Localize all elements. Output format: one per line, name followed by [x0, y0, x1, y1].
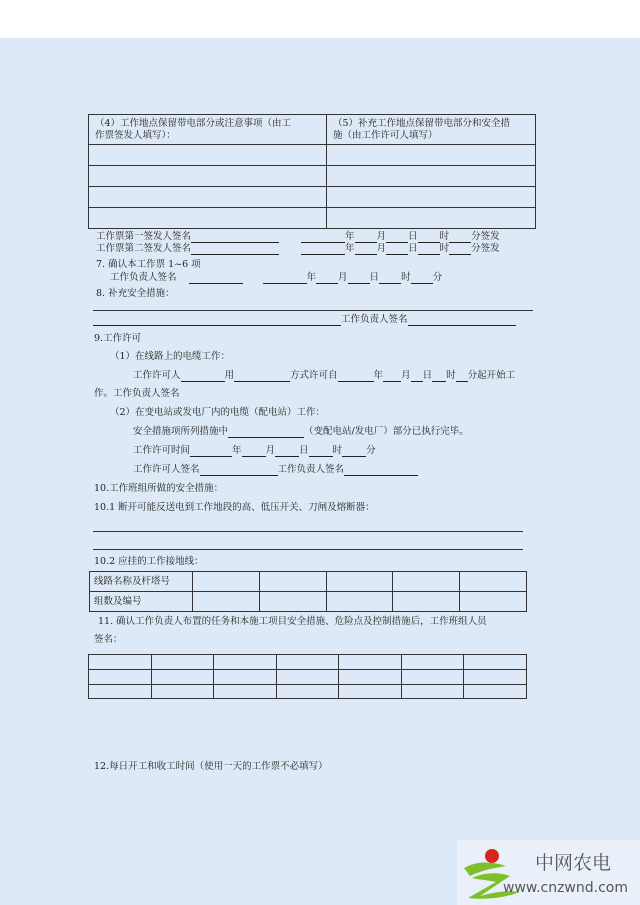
sec5-cell[interactable] [327, 145, 536, 166]
item12: 12.每日开工和收工时间（使用一天的工作票不必填写） [94, 761, 328, 772]
ground-cell[interactable] [193, 572, 260, 592]
ground-cell[interactable] [460, 572, 527, 592]
item7-hour-field[interactable] [379, 272, 401, 284]
ground-cell[interactable] [460, 592, 527, 612]
item7-min-field[interactable] [411, 272, 433, 284]
crew-sign-cell[interactable] [339, 655, 402, 670]
item8-sign-label: 工作负责人签名 [341, 314, 408, 325]
crew-sign-cell[interactable] [151, 685, 214, 699]
item7-sign-field[interactable] [189, 272, 243, 284]
month-label: 月 [376, 231, 387, 242]
crew-sign-cell[interactable] [276, 670, 339, 685]
permit-sign-label: 工作许可人签名 [133, 464, 200, 475]
sign2-hour-field[interactable] [418, 243, 440, 255]
sec4-header-text2: 作票签发人填写）： [95, 129, 176, 141]
permit-hour-field[interactable] [309, 445, 333, 457]
item8-line[interactable] [93, 310, 533, 311]
use-label: 用 [224, 370, 235, 381]
item7: 7. 确认本工作票 1~6 项 [96, 259, 201, 270]
crew-sign-cell[interactable] [401, 685, 464, 699]
ground-row1-label: 线路名称及杆塔号 [90, 572, 193, 592]
crew-sign-cell[interactable] [89, 670, 152, 685]
crew-sign-cell[interactable] [214, 685, 277, 699]
measures-label: 安全措施项所列措施中 [133, 426, 229, 437]
item10: 10.工作班组所做的安全措施： [94, 483, 224, 494]
crew-sign-cell[interactable] [339, 670, 402, 685]
watermark-url: www.cnzwnd.com [503, 880, 628, 896]
sign1-min-field[interactable] [449, 231, 471, 243]
sign2-day-field[interactable] [386, 243, 408, 255]
year-label: 年 [345, 231, 355, 242]
leader-sign-field[interactable] [344, 464, 418, 476]
item7-year-field[interactable] [263, 272, 307, 284]
item7-month-field[interactable] [316, 272, 338, 284]
watermark-name: 中网农电 [535, 852, 612, 874]
sec4-cell[interactable] [89, 187, 327, 208]
item8-line2[interactable] [93, 314, 341, 326]
day-label: 日 [408, 231, 418, 242]
mode-label: 方式许可自 [290, 370, 338, 381]
sec4-cell[interactable] [89, 145, 327, 166]
sec5-header-text: （5）补充工作地点保留带电部分和安全措 [333, 117, 511, 129]
sec4-cell[interactable] [89, 208, 327, 229]
item7-day-field[interactable] [348, 272, 370, 284]
item8-sign-field[interactable] [408, 314, 516, 326]
sign1-label: 工作票第一签发人签名 [96, 231, 192, 242]
item7-sign-label: 工作负责人签名 [110, 272, 177, 283]
hour-label: 时 [446, 370, 456, 381]
month-label: 月 [265, 445, 276, 456]
item9-1-hour-field[interactable] [432, 370, 446, 382]
hour-label: 时 [439, 231, 450, 242]
sign1-day-field[interactable] [386, 231, 408, 243]
sign1-month-field[interactable] [355, 231, 377, 243]
crew-sign-cell[interactable] [151, 655, 214, 670]
min-sign-label: 分签发 [471, 243, 500, 254]
item9-2-row1 [133, 426, 469, 438]
item10-1: 10.1 断开可能反送电到工作地段的高、低压开关、刀闸及熔断器： [94, 502, 375, 513]
crew-sign-cell[interactable] [214, 655, 277, 670]
sign1-year-field[interactable] [301, 231, 345, 243]
hour-label: 时 [401, 272, 411, 283]
crew-sign-table [88, 654, 527, 699]
permit-min-field[interactable] [342, 445, 366, 457]
item9-1: （1）在线路上的电缆工作： [110, 351, 231, 362]
grounding-table [89, 571, 527, 612]
ground-cell[interactable] [259, 572, 326, 592]
permit-person-label: 工作许可人 [133, 370, 181, 381]
ground-cell[interactable] [393, 592, 460, 612]
permit-year-field[interactable] [190, 445, 232, 457]
year-label: 年 [232, 445, 242, 456]
sign2-year-field[interactable] [301, 243, 345, 255]
sec4-header [89, 115, 327, 145]
crew-sign-cell[interactable] [89, 655, 152, 670]
item9-1-line2: 作。工作负责人签名 [94, 388, 180, 399]
sign1-field[interactable] [191, 231, 279, 243]
item9-1-row [133, 370, 515, 382]
sec5-cell[interactable] [327, 187, 536, 208]
item10-1-line2[interactable] [93, 549, 523, 550]
item9-2: （2）在变电站或发电厂内的电缆（配电站）工作： [110, 407, 326, 418]
ground-row2-label: 组数及编号 [90, 592, 193, 612]
crew-sign-cell[interactable] [401, 655, 464, 670]
start-label: 分起开始工 [467, 370, 516, 381]
item11-line2: 签名： [94, 634, 123, 645]
logo-dot-icon [485, 849, 499, 863]
crew-sign-cell[interactable] [464, 685, 527, 699]
item9-2-row3 [133, 464, 418, 476]
sign1-hour-field[interactable] [418, 231, 440, 243]
permit-day-field[interactable] [275, 445, 299, 457]
month-label: 月 [338, 272, 348, 283]
station-label: （变配电站/发电厂）部分已执行完毕。 [304, 426, 469, 437]
crew-sign-cell[interactable] [464, 670, 527, 685]
year-label: 年 [306, 272, 317, 283]
crew-sign-cell[interactable] [401, 670, 464, 685]
min-label: 分 [432, 272, 443, 283]
ground-cell[interactable] [326, 572, 393, 592]
item9-1-year-field[interactable] [338, 370, 374, 382]
item11: 11. 确认工作负责人布置的任务和本施工项目安全措施、危险点及控制措施后，工作班组人员 [98, 616, 487, 627]
hour-label: 时 [332, 445, 343, 456]
leader-sign-label: 工作负责人签名 [277, 464, 345, 475]
ground-cell[interactable] [259, 592, 326, 612]
crew-sign-cell[interactable] [464, 655, 527, 670]
permit-mode-field[interactable] [234, 370, 290, 382]
table-sec4-sec5 [88, 114, 536, 229]
ground-cell[interactable] [193, 592, 260, 612]
permit-month-field[interactable] [242, 445, 266, 457]
item9-1-day-field[interactable] [411, 370, 423, 382]
year-label: 年 [373, 370, 384, 381]
hour-label: 时 [439, 243, 450, 254]
item8-sign-row [93, 314, 516, 326]
year-label: 年 [345, 243, 355, 254]
sign2-label: 工作票第二签发人签名 [96, 243, 192, 254]
crew-sign-cell[interactable] [214, 670, 277, 685]
day-label: 日 [408, 243, 418, 254]
day-label: 日 [299, 445, 309, 456]
item9-1-min-field[interactable] [456, 370, 468, 382]
ground-cell[interactable] [393, 572, 460, 592]
sec5-header-text2: 施（由工作许可人填写） [333, 129, 438, 141]
sec4-header-text: （4）工作地点保留带电部分或注意事项（由工 [95, 117, 292, 129]
ground-cell[interactable] [326, 592, 393, 612]
permit-sign-field[interactable] [200, 464, 278, 476]
item9: 9.工作许可 [94, 333, 142, 344]
item9-2-row2 [133, 445, 376, 457]
min-label: 分 [366, 445, 376, 456]
month-label: 月 [401, 370, 411, 381]
item7-sign-row [110, 272, 442, 284]
permit-time-label: 工作许可时间 [133, 445, 191, 456]
crew-sign-cell[interactable] [339, 685, 402, 699]
sec5-header [327, 115, 536, 145]
crew-sign-cell[interactable] [151, 670, 214, 685]
sign1-row [96, 231, 500, 243]
sign2-field[interactable] [191, 243, 279, 255]
crew-sign-cell[interactable] [89, 685, 152, 699]
day-label: 日 [369, 272, 380, 283]
crew-sign-cell[interactable] [276, 685, 339, 699]
permit-person-field[interactable] [181, 370, 225, 382]
item10-2: 10.2 应挂的工作接地线： [94, 556, 204, 567]
sign2-row [96, 243, 500, 255]
sec4-cell[interactable] [89, 166, 327, 187]
item10-1-line1[interactable] [93, 531, 523, 532]
crew-sign-cell[interactable] [276, 655, 339, 670]
top-bar [0, 0, 640, 38]
min-sign-label: 分签发 [471, 231, 500, 242]
measures-field[interactable] [228, 426, 304, 438]
sec5-cell[interactable] [327, 166, 536, 187]
sign2-month-field[interactable] [355, 243, 377, 255]
item9-1-month-field[interactable] [383, 370, 401, 382]
month-label: 月 [376, 243, 387, 254]
sec5-cell[interactable] [327, 208, 536, 229]
item8: 8. 补充安全措施： [96, 288, 175, 299]
sign2-min-field[interactable] [449, 243, 471, 255]
day-label: 日 [422, 370, 433, 381]
